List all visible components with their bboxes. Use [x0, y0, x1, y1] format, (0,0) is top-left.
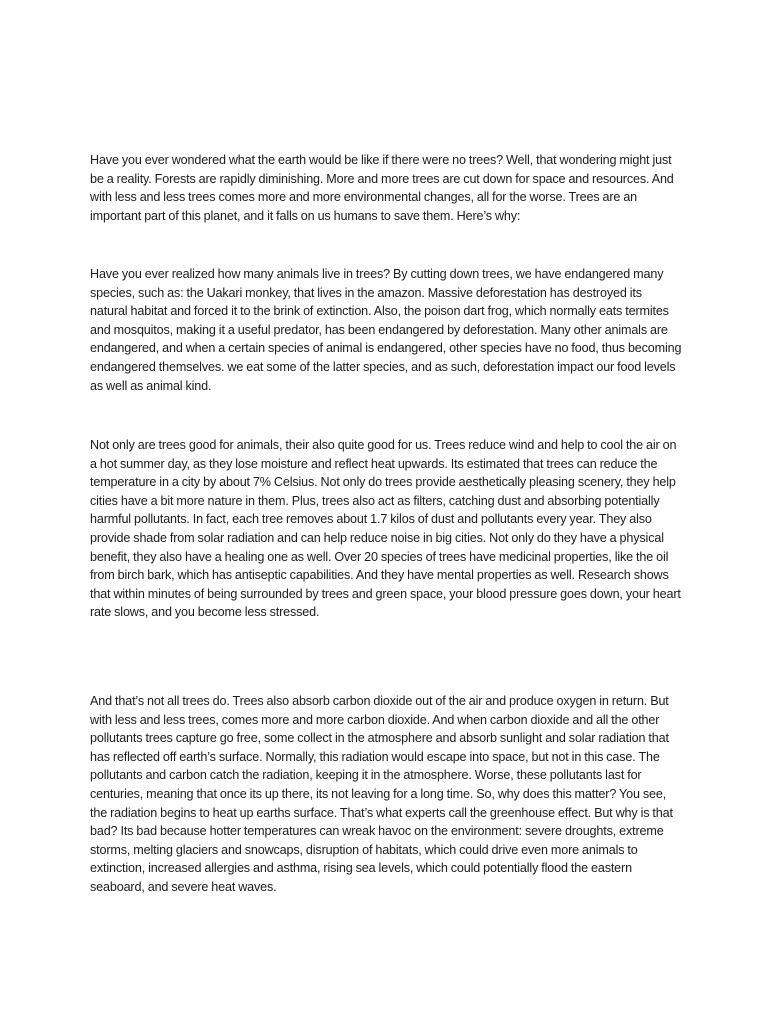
paragraph-animals: Have you ever realized how many animals live in trees? By cutting down trees, we have endangered many species, such as: the Uakari monkey, that lives in the amazon. Massive deforestation has destroyed its natural habitat and forced it to the brink of extinction. Also, the poison dart frog, which normally eats termites and mosquitos, making it a useful predator, has been endangered by deforestation. Many other animals are endangered, and when a certain species of animal is endangered, other species have no food, thus becoming endangered themselves. we eat some of the latter species, and as such, deforestation impact our food levels as well as animal kind. [90, 267, 682, 393]
paragraph-human-benefits: Not only are trees good for animals, their also quite good for us. Trees reduce wind and help to cool the air on a hot summer day, as they lose moisture and reflect heat upwards. Its estimated that trees can reduce the temperature in a city by about 7% Celsius. Not only do trees provide aesthetically pleasing scenery, they help cities have a bit more nature in them. Plus, trees also act as filters, catching dust and absorbing potentially harmful pollutants. In fact, each tree removes about 1.7 kilos of dust and pollutants every year. They also provide shade from solar radiation and can help reduce noise in big cities. Not only do they have a physical benefit, they also have a healing one as well. Over 20 species of trees have medicinal properties, like the oil from birch bark, which has antiseptic capabilities. And they have mental properties as well. Research shows that within minutes of being surrounded by trees and green space, your blood pressure goes down, your heart rate slows, and you become less stressed. [90, 438, 681, 620]
paragraph-intro: Have you ever wondered what the earth would be like if there were no trees? Well, that wondering might just be a reality. Forests are rapidly diminishing. More and more trees are cut down for space and resources. And with less and less trees comes more and more environmental changes, all for the worse. Trees are an important part of this planet, and it falls on us humans to save them. Here’s why: [90, 153, 674, 223]
paragraph-carbon-dioxide: And that’s not all trees do. Trees also absorb carbon dioxide out of the air and produce oxygen in return. But with less and less trees, comes more and more carbon dioxide. And when carbon dioxide and all the other pollutants trees capture go free, some collect in the atmosphere and absorb sunlight and solar radiation that has reflected off earth’s surface. Normally, this radiation would escape into space, but not in this case. The pollutants and carbon catch the radiation, keeping it in the atmosphere. Worse, these pollutants last for centuries, meaning that once its up there, its not leaving for a long time. So, why does this matter? You see, the radiation begins to heat up earths surface. That’s what experts call the greenhouse effect. But why is that bad? Its bad because hotter temperatures can wreak havoc on the environment: severe droughts, extreme storms, melting glaciers and snowcaps, disruption of habitats, which could drive even more animals to extinction, increased allergies and asthma, rising sea levels, which could potentially flood the eastern seaboard, and severe heat waves. [90, 694, 673, 894]
